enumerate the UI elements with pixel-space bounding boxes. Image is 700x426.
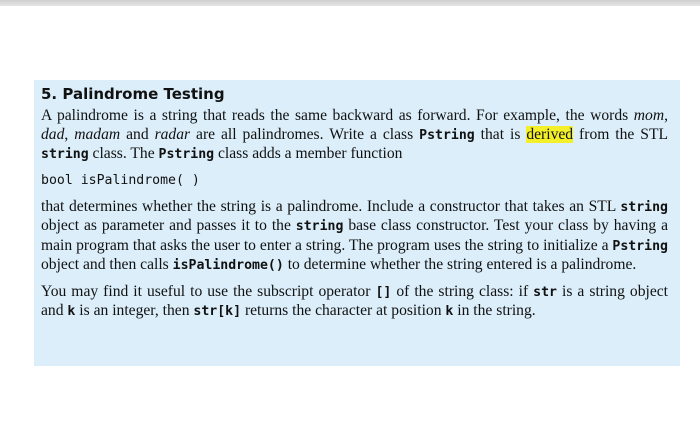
details-text-4: object and then calls xyxy=(41,256,173,273)
code-string-4: string xyxy=(295,219,344,234)
intro-sep-2: , xyxy=(64,125,75,143)
intro-text-6: class adds a member function xyxy=(214,145,403,162)
intro-text-1: A palindrome is a string that reads the same backward as forward. For example, the words xyxy=(41,107,629,124)
exercise-heading: 5. Palindrome Testing xyxy=(41,85,225,103)
example-word-radar: radar xyxy=(154,125,191,143)
paragraph-details xyxy=(41,198,668,276)
code-subscript: [] xyxy=(375,284,392,300)
code-str: str xyxy=(533,284,557,300)
example-word-mom: mom xyxy=(633,107,665,124)
code-k-2: k xyxy=(445,304,454,319)
code-pstring-3: Pstring xyxy=(612,238,668,254)
details-text-2: object as parameter and passes it to the xyxy=(41,217,296,234)
top-scroll-edge xyxy=(0,0,700,6)
intro-text-3: that is xyxy=(474,125,527,143)
intro-sep-1: , xyxy=(664,107,668,124)
hint-text-2: of the string class: if xyxy=(391,282,534,300)
exercise-panel xyxy=(34,80,680,366)
hint-text-4: is an integer, then xyxy=(75,302,194,319)
intro-text-5: class. The xyxy=(88,145,159,162)
paragraph-hint xyxy=(41,283,668,322)
code-pstring: Pstring xyxy=(419,127,475,143)
intro-text-4: from the STL xyxy=(573,125,669,143)
hint-text-5: returns the character at position xyxy=(241,302,446,319)
code-pstring-2: Pstring xyxy=(158,147,215,162)
example-word-dad: dad xyxy=(41,125,65,143)
code-string-3: string xyxy=(620,199,668,215)
code-string: string xyxy=(41,147,89,162)
intro-text-2: are all palindromes. Write a class xyxy=(190,125,420,143)
highlighted-word: derived xyxy=(526,125,574,143)
details-text-5: to determine whether the string entered is a palindrome. xyxy=(283,256,637,273)
code-ispalindrome: isPalindrome() xyxy=(172,258,284,273)
code-str-k: str[k] xyxy=(193,304,242,319)
hint-text-3: is a string object and xyxy=(41,282,669,319)
details-text-3: base class constructor. Test your class by having a main program that asks the user to enter a string. The program uses the string to initialize a xyxy=(41,217,669,254)
code-signature: bool isPalindrome( ) xyxy=(41,172,200,188)
paragraph-intro xyxy=(41,107,668,165)
hint-text-1: You may find it useful to use the subscript operator xyxy=(41,282,376,300)
details-text-1: that determines whether the string is a palindrome. Include a constructor that takes an STL xyxy=(41,197,621,215)
intro-sep-3: and xyxy=(120,125,155,143)
paragraph-gap xyxy=(41,276,668,283)
code-k: k xyxy=(67,304,76,319)
hint-text-6: in the string. xyxy=(453,302,536,319)
example-word-madam: madam xyxy=(74,125,121,143)
